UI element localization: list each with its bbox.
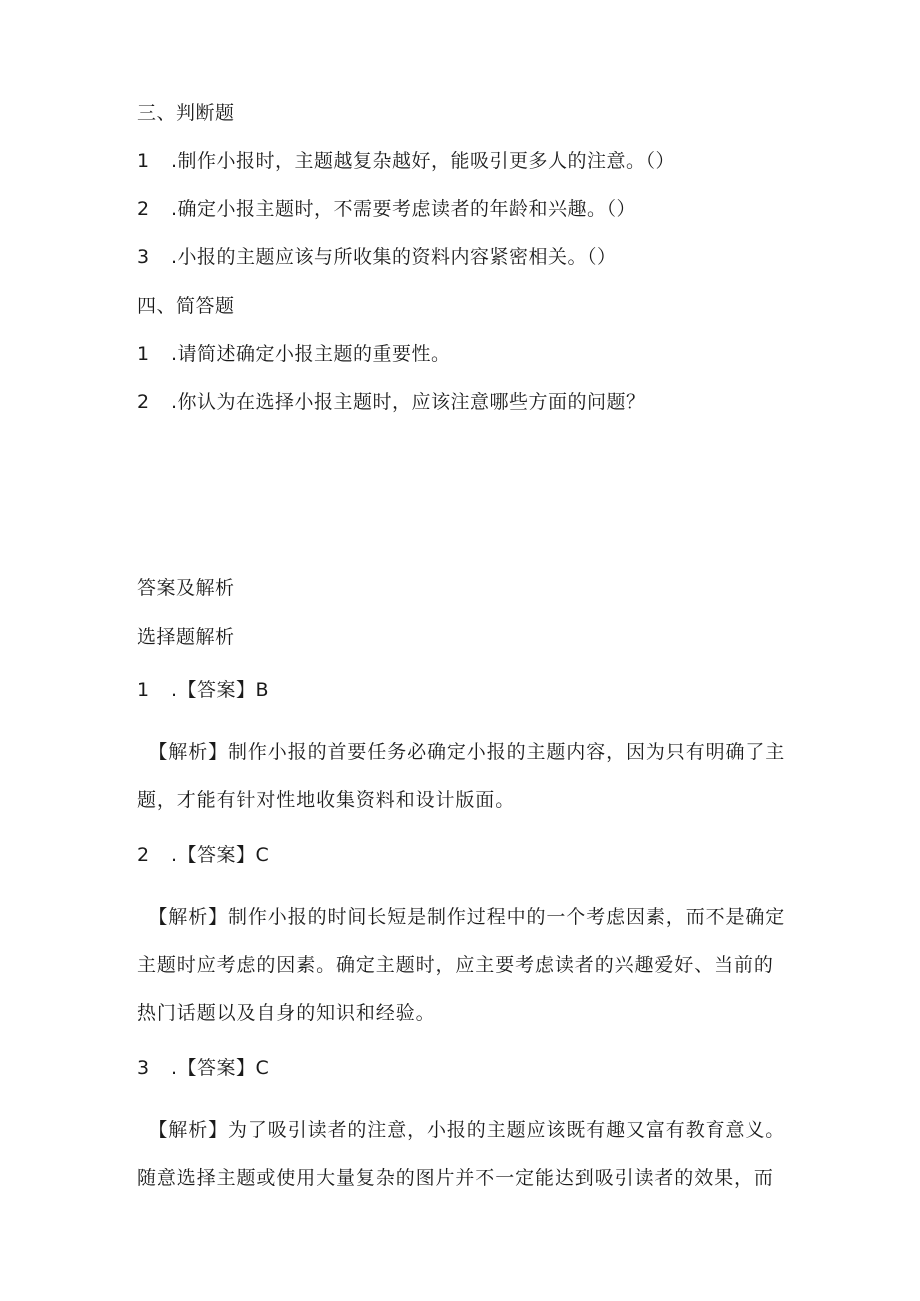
item-text: .确定小报主题时，不需要考虑读者的年龄和兴趣。（） xyxy=(171,198,637,220)
answer-3 xyxy=(137,1056,269,1080)
answer-number: 3 xyxy=(137,1057,150,1079)
item-text: .请简述确定小报主题的重要性。 xyxy=(171,343,451,365)
answers-heading: 答案及解析 xyxy=(137,577,235,599)
answer-text: .【答案】B xyxy=(171,679,270,701)
answer-text: .【答案】C xyxy=(171,844,270,866)
answer-1 xyxy=(137,678,269,702)
item-number: 1 xyxy=(137,343,150,365)
answer-number: 2 xyxy=(137,844,150,866)
item-text: .你认为在选择小报主题时，应该注意哪些方面的问题？ xyxy=(171,391,646,413)
judgment-item-3 xyxy=(137,245,617,269)
item-number: 2 xyxy=(137,391,150,413)
item-number: 2 xyxy=(137,198,150,220)
answer-number: 1 xyxy=(137,679,150,701)
short-answer-heading: 四、简答题 xyxy=(137,295,235,317)
answer-2 xyxy=(137,843,269,867)
analysis-2: 【解析】制作小报的时间长短是制作过程中的一个考虑因素，而不是确定主题时应考虑的因素。确定主题时，应主要考虑读者的兴趣爱好、当前的热门话题以及自身的知识和经验。 xyxy=(137,906,786,1024)
judgment-heading: 三、判断题 xyxy=(137,102,235,124)
answers-subheading: 选择题解析 xyxy=(137,626,235,648)
answer-text: .【答案】C xyxy=(171,1057,270,1079)
analysis-1: 【解析】制作小报的首要任务必确定小报的主题内容，因为只有明确了主题，才能有针对性地收集资料和设计版面。 xyxy=(137,741,786,811)
short-answer-item-2 xyxy=(137,390,646,414)
item-number: 1 xyxy=(137,150,150,172)
judgment-item-1 xyxy=(137,149,675,173)
judgment-item-2 xyxy=(137,197,636,221)
short-answer-item-1 xyxy=(137,342,451,366)
analysis-3: 【解析】为了吸引读者的注意，小报的主题应该既有趣又富有教育意义。随意选择主题或使用大量复杂的图片并不一定能达到吸引读者的效果，而 xyxy=(137,1119,786,1189)
item-text: .小报的主题应该与所收集的资料内容紧密相关。（） xyxy=(171,246,617,268)
item-number: 3 xyxy=(137,246,150,268)
item-text: .制作小报时，主题越复杂越好，能吸引更多人的注意。（） xyxy=(171,150,676,172)
